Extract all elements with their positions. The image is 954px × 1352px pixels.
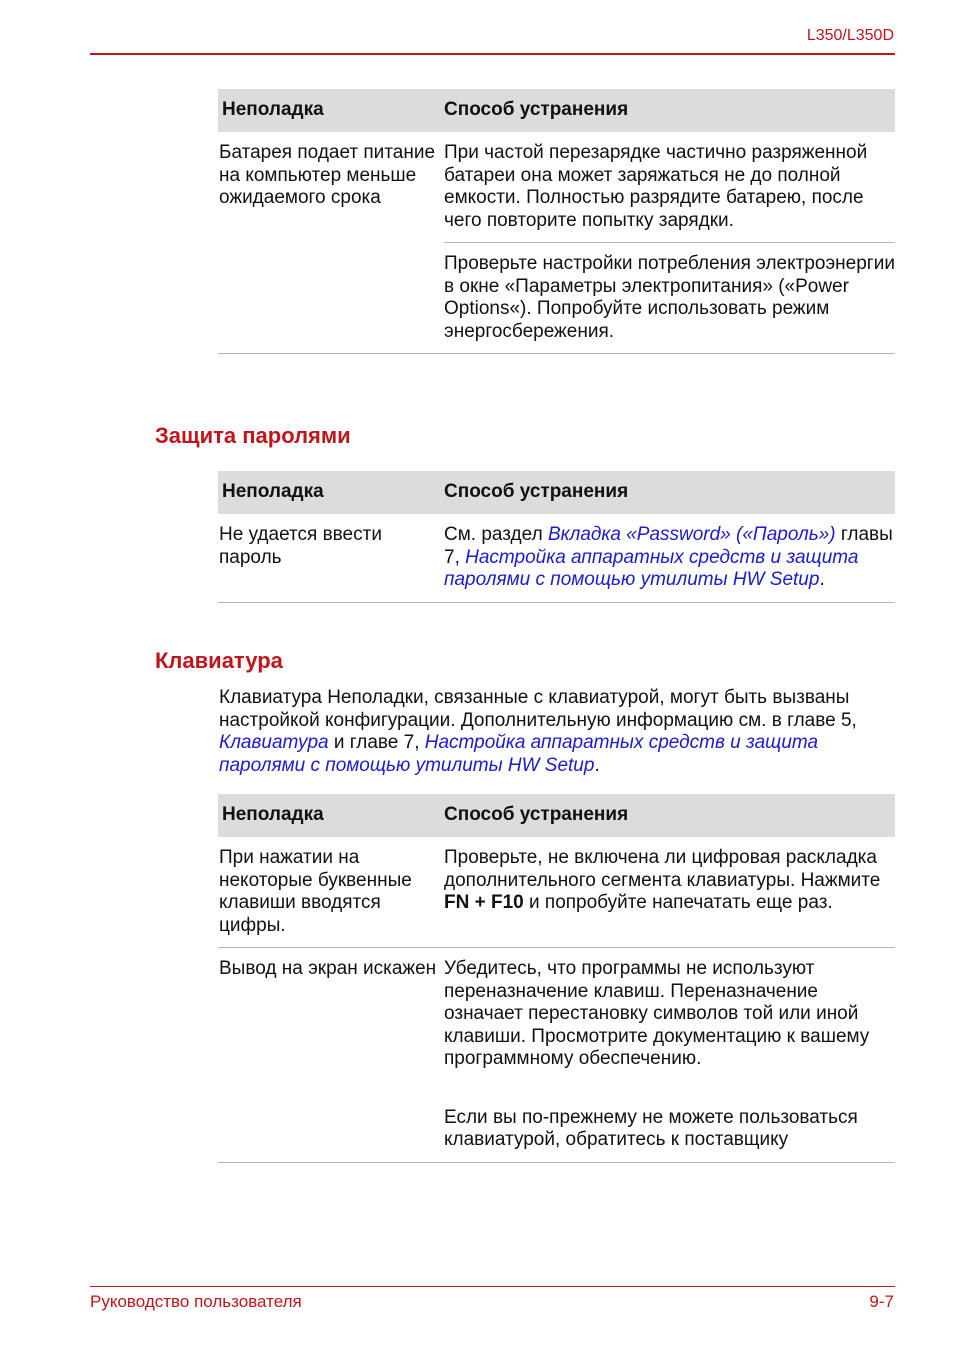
table-row (218, 514, 895, 603)
header-rule (90, 53, 895, 55)
link-password-tab[interactable]: Вкладка «Password» («Пароль») (547, 524, 836, 545)
solution-paragraph: При частой перезарядке частично разряженной батареи она может заряжаться не до полной емкости. Полностью разрядите батарею, после чего повторите попытку зарядки. (444, 142, 868, 231)
header-model: L350/L350D (806, 27, 894, 44)
table-row (218, 948, 895, 1163)
header-solution: Способ устранения (444, 99, 629, 121)
intro-text: . (594, 754, 600, 776)
header-problem: Неполадка (222, 481, 324, 503)
key-combo: FN + F10 (444, 892, 524, 913)
problem-cell: Вывод на экран искажен (219, 958, 437, 979)
header-problem: Неполадка (222, 804, 324, 826)
battery-table (218, 89, 895, 354)
problem-cell: Батарея подает питание на компьютер меньше ожидаемого срока (219, 142, 436, 208)
problem-cell: При нажатии на некоторые буквенные клавиши вводятся цифры. (219, 847, 412, 936)
header-solution: Способ устранения (444, 804, 629, 826)
section-heading-keyboard: Клавиатура (155, 648, 283, 673)
link-keyboard[interactable]: Клавиатура (219, 732, 329, 753)
section-heading-password: Защита паролями (155, 423, 351, 448)
solution-text: Убедитесь, что программы не используют переназначение клавиш. Переназначение означает перестановку символов той или иной клавиши. Просмотрите документацию к вашему программному обеспечению. (444, 958, 870, 1069)
table-header (218, 471, 895, 514)
footer-title: Руководство пользователя (90, 1292, 302, 1311)
link-hw-setup[interactable]: Настройка аппаратных средств и защита паролями с помощью утилиты HW Setup (219, 732, 819, 776)
solution-text: Проверьте, не включена ли цифровая раскладка дополнительного сегмента клавиатуры. Нажмите (444, 847, 881, 891)
problem-cell: Не удается ввести пароль (219, 524, 382, 568)
solution-cell (444, 514, 895, 602)
table-row (218, 837, 895, 948)
solution-cell (444, 132, 895, 353)
link-hw-setup[interactable]: Настройка аппаратных средств и защита паролями с помощью утилиты HW Setup (444, 546, 859, 590)
solution-cell (444, 837, 895, 947)
solution-paragraph (444, 514, 895, 602)
solution-paragraph: Проверьте настройки потребления электроэнергии в окне «Параметры электропитания» («Power Options«). Попробуйте использовать режим энергосбережения. (444, 242, 895, 353)
footer-rule (90, 1286, 895, 1287)
solution-text: См. раздел (444, 524, 548, 545)
solution-cell (444, 948, 895, 1162)
solution-text: главы 7, (444, 524, 893, 568)
intro-text: и главе 7, (328, 732, 425, 753)
intro-text: Клавиатура Неполадки, связанные с клавиатурой, могут быть вызваны настройкой конфигурации. Дополнительную информацию см. в главе 5, (219, 687, 857, 731)
page-number: 9-7 (869, 1292, 894, 1311)
solution-text: Если вы по-прежнему не можете пользоваться клавиатурой, обратитесь к поставщику (444, 1106, 858, 1150)
password-table (218, 471, 895, 603)
table-row (218, 132, 895, 354)
solution-text: . (819, 569, 825, 590)
keyboard-table (218, 794, 895, 1163)
header-problem: Неполадка (222, 99, 324, 121)
solution-text: и попробуйте напечатать еще раз. (523, 892, 833, 913)
solution-paragraph (444, 837, 895, 925)
table-header (218, 794, 895, 837)
header-solution: Способ устранения (444, 481, 629, 503)
keyboard-intro (219, 687, 899, 777)
solution-paragraph (444, 948, 895, 1162)
table-header (218, 89, 895, 132)
